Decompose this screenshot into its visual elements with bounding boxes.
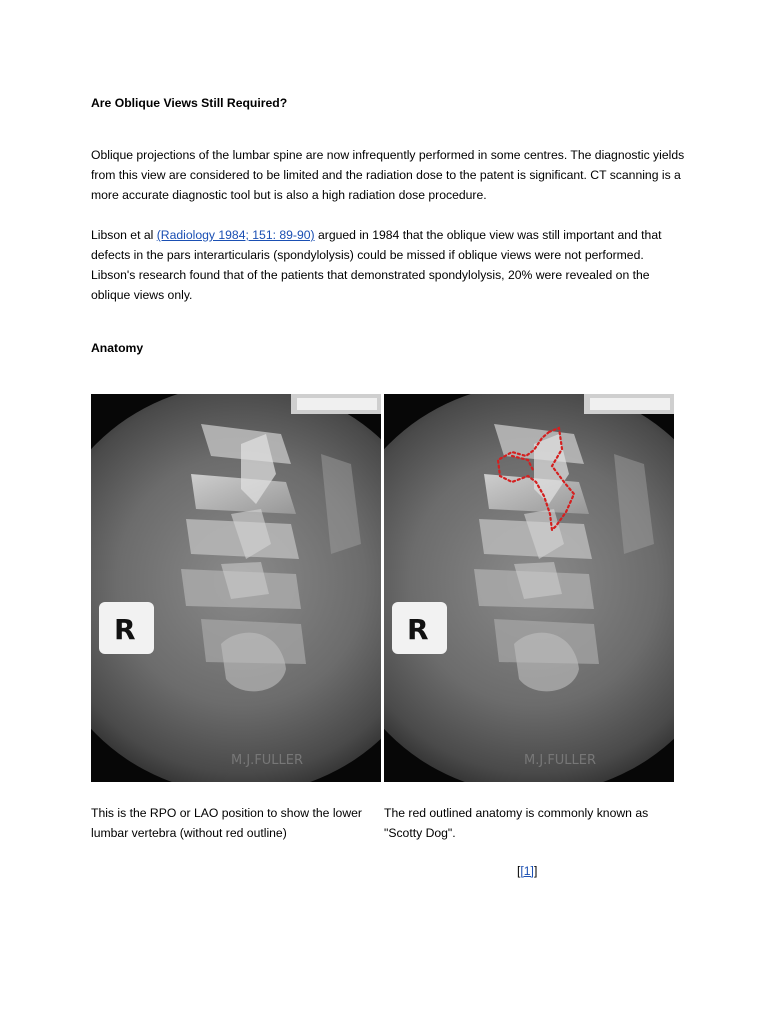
reference-close-bracket: ] — [533, 864, 538, 878]
xray-left-graphic — [91, 394, 381, 782]
reference — [517, 861, 537, 881]
caption-right: The red outlined anatomy is commonly known as "Scotty Dog". — [384, 806, 649, 840]
paragraph-libson-start: Libson et al — [91, 228, 157, 242]
section-heading-anatomy: Anatomy — [91, 341, 144, 355]
caption-left: This is the RPO or LAO position to show the lower lumbar vertebra (without red outline) — [91, 806, 362, 840]
xray-right-graphic — [384, 394, 674, 782]
reference-link[interactable]: [1] — [520, 864, 534, 878]
reference-open-bracket: [ — [517, 864, 521, 878]
paragraph-oblique-projections: Oblique projections of the lumbar spine are now infrequently performed in some centres. The diagnostic yields from this view are considered to be limited and the radiation dose to the patent is significant. CT scanning is a more accurate diagnostic tool but is also a high radiation dose procedure. — [91, 148, 685, 202]
svg-text:R: R — [407, 613, 429, 646]
page-title: Are Oblique Views Still Required? — [91, 96, 288, 110]
radiology-citation-link[interactable]: (Radiology 1984; 151: 89-90) — [156, 228, 315, 242]
svg-text:R: R — [114, 613, 136, 646]
xray-image-without-outline — [91, 394, 381, 782]
xray-left-marker-text: M.J.FULLER — [231, 753, 304, 768]
xray-image-scotty-dog — [384, 394, 674, 782]
xray-right-marker-text: M.J.FULLER — [524, 753, 597, 768]
paragraph-libson-rest: argued in 1984 that the oblique view was still important and that defects in the pars interarticularis (spondylolysis) could be missed if oblique views were not performed. Libson's research found that of the patients that demonstrated spondylolysis, 20% were revealed on the oblique views only. — [91, 228, 662, 302]
paragraph-libson — [91, 225, 691, 305]
